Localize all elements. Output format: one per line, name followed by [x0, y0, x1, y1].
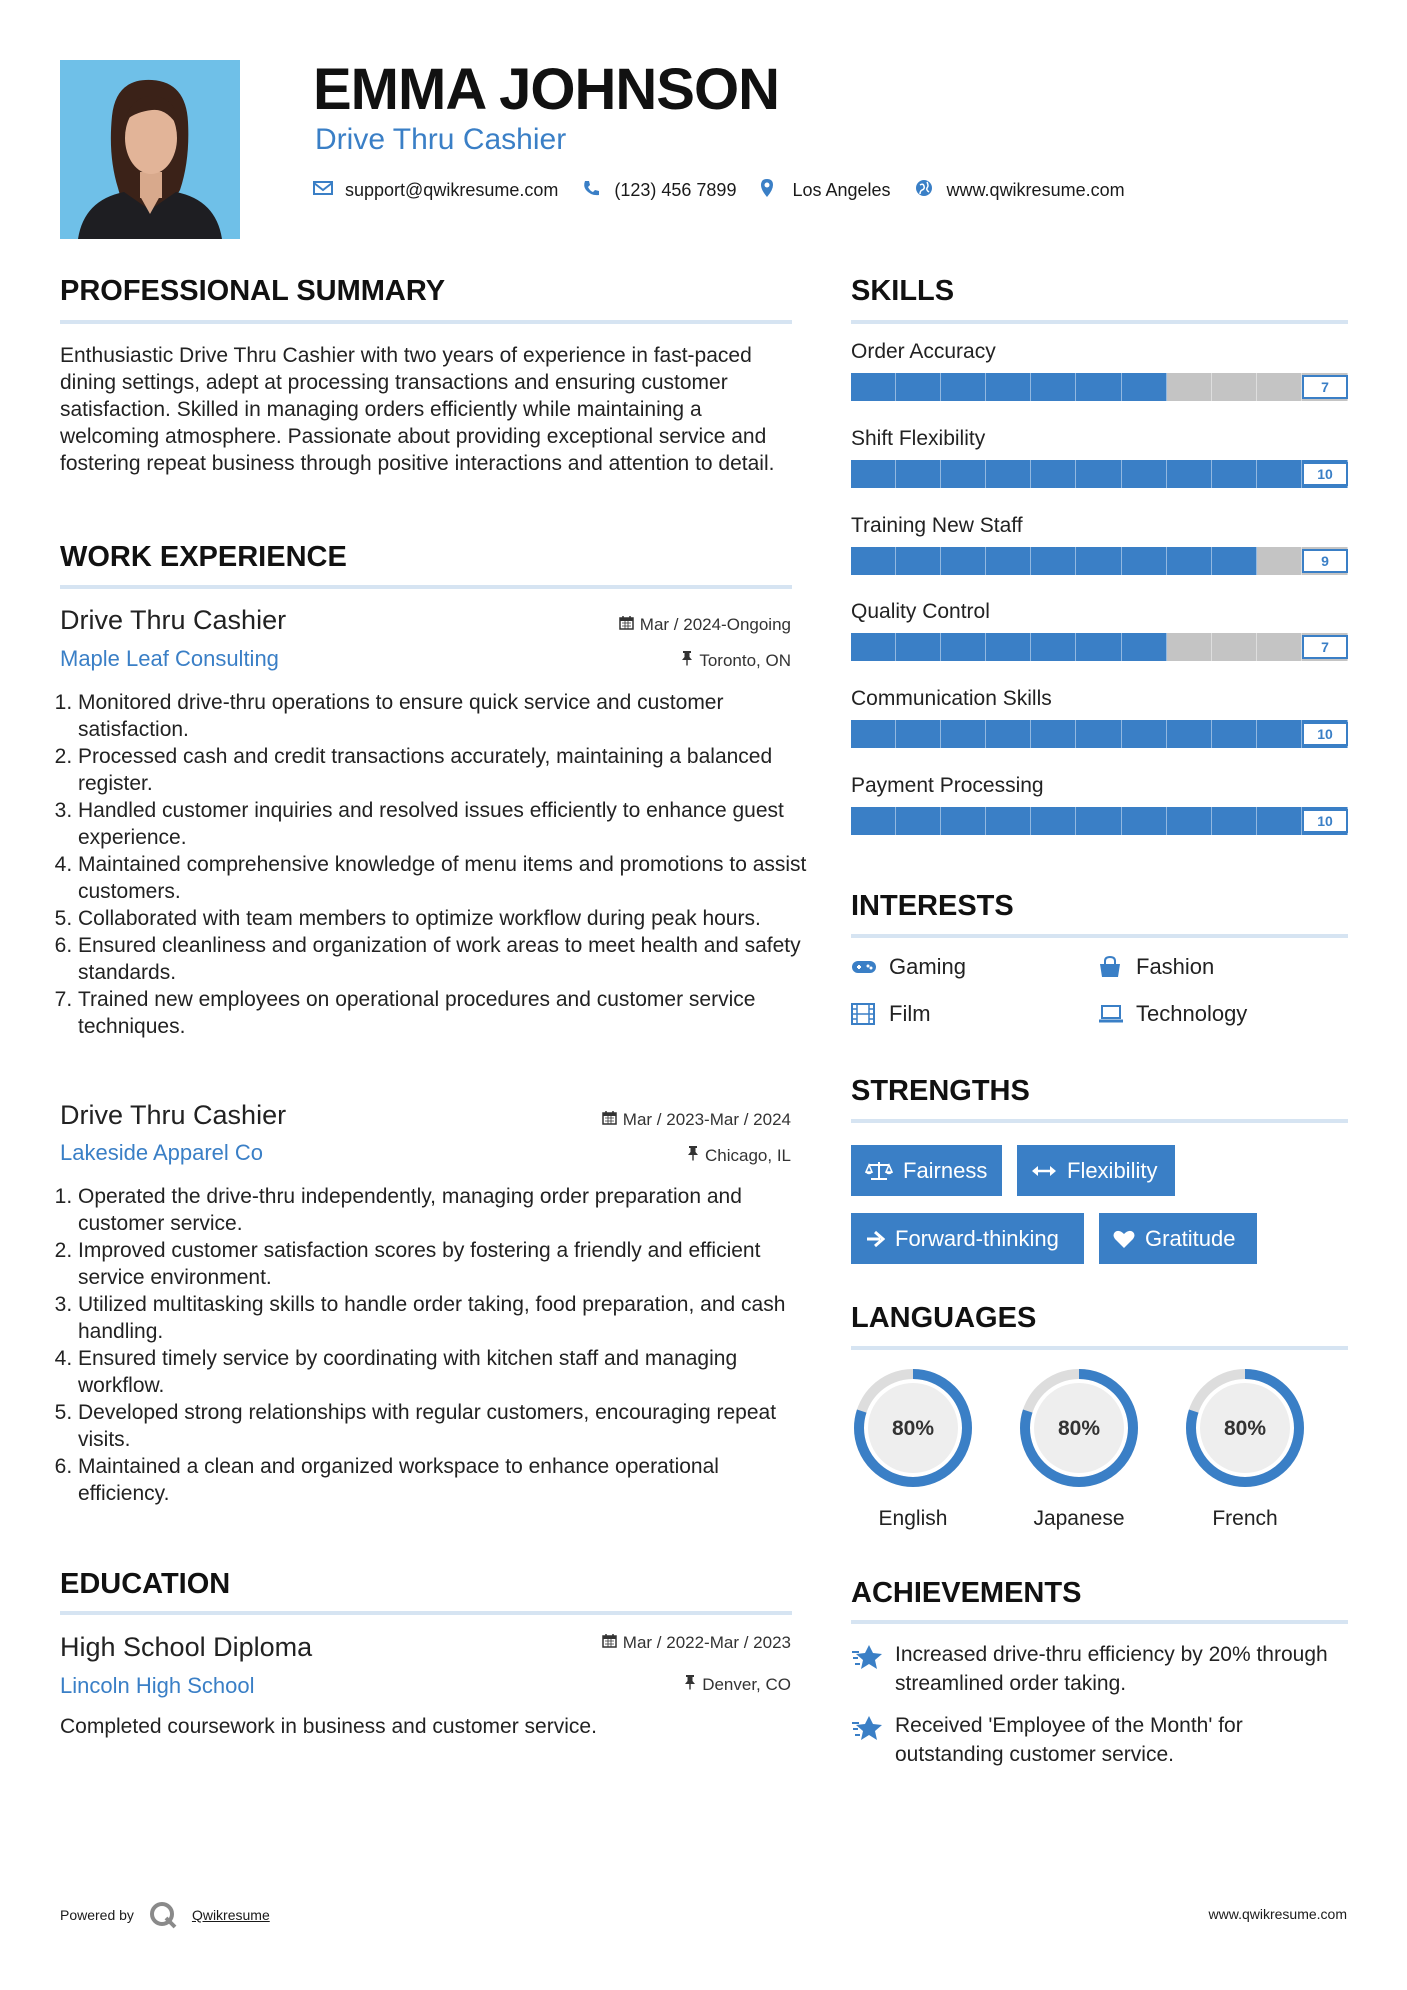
strength-tag-forward-thinking: [851, 1213, 1084, 1264]
language-progress-ring: [1017, 1366, 1141, 1490]
skill-bar-segment: [1076, 460, 1121, 488]
skill-bar-segment: [986, 373, 1031, 401]
skill-bar-segment: [1122, 460, 1167, 488]
balance-scale-icon: [865, 1160, 893, 1182]
skill-bar-segment: [896, 807, 941, 835]
skill-bar-segment: [851, 460, 896, 488]
strengths-heading: STRENGTHS: [851, 1075, 1030, 1107]
qwikresume-logo-icon: [148, 1900, 178, 1930]
job-title: Drive Thru Cashier: [60, 605, 287, 635]
skill-bar-segment: [986, 807, 1031, 835]
pushpin-icon: [681, 650, 693, 671]
candidate-name: EMMA JOHNSON: [313, 57, 779, 122]
skill-bar-segment: [1122, 547, 1167, 575]
pushpin-icon: [687, 1145, 699, 1166]
skill-level-badge: 9: [1302, 549, 1348, 573]
skill-bar-segment: [1257, 633, 1302, 661]
strength-label: Forward-thinking: [895, 1225, 1059, 1251]
skill-bar-segment: [851, 633, 896, 661]
job-dates: [619, 615, 791, 635]
language-percent: 80%: [1057, 1417, 1101, 1440]
skill-bar-segment: [896, 633, 941, 661]
education-dates: [602, 1633, 791, 1653]
footer-url[interactable]: www.qwikresume.com: [1208, 1906, 1347, 1922]
job-dates: [602, 1110, 791, 1130]
job-bullet: 5. Developed strong relationships with regular customers, encouraging repeat visits.: [78, 1399, 810, 1453]
skill-bar-segment: [1076, 373, 1121, 401]
job-dates-text: Mar / 2024-Ongoing: [639, 615, 791, 634]
skill-bar-segment: [1122, 633, 1167, 661]
skill-row: [851, 427, 1348, 488]
job-location-text: Chicago, IL: [705, 1146, 791, 1165]
education-heading: EDUCATION: [60, 1568, 231, 1600]
skill-bar-segment: [896, 547, 941, 575]
achievement-item: [851, 1640, 1348, 1698]
globe-icon: [915, 179, 937, 202]
skill-level-badge: 7: [1302, 375, 1348, 399]
skill-bar-segment: [1031, 547, 1076, 575]
achievement-text: Received 'Employee of the Month' for outstanding customer service.: [895, 1714, 1243, 1766]
contact-location: Los Angeles: [792, 179, 891, 200]
language-name: English: [878, 1507, 948, 1530]
skill-row: [851, 340, 1348, 401]
skill-label: Order Accuracy: [851, 340, 996, 363]
skill-bar-segment: [941, 460, 986, 488]
language-percent: 80%: [1223, 1417, 1267, 1440]
achievement-text: Increased drive-thru efficiency by 20% through streamlined order taking.: [895, 1643, 1328, 1695]
job-bullet: 2. Improved customer satisfaction scores by fostering a friendly and efficient service environment.: [78, 1237, 810, 1291]
job-dates-text: Mar / 2023-Mar / 2024: [622, 1110, 791, 1129]
language-item: [851, 1366, 975, 1531]
skill-bar: [851, 373, 1348, 401]
job-bullet: 6. Maintained a clean and organized workspace to enhance operational efficiency.: [78, 1453, 810, 1507]
language-item: [1183, 1366, 1307, 1531]
summary-text: Enthusiastic Drive Thru Cashier with two years of experience in fast-paced dining settings, adept at processing transactions and ensuring customer satisfaction. Skilled in managing orders efficiently while maintaining a welcoming atmosphere. Passionate about providing exceptional service and fostering repeat business through positive interactions and attention to detail.: [60, 344, 775, 475]
skill-bar-segment: [896, 460, 941, 488]
skill-bar-segment: [851, 373, 896, 401]
education-divider: [60, 1611, 792, 1615]
strength-tag-fairness: [851, 1145, 1002, 1196]
qwikresume-link[interactable]: Qwikresume: [191, 1907, 270, 1923]
interests-divider: [851, 934, 1348, 938]
job-bullet: 1. Operated the drive-thru independently, managing order preparation and customer service.: [78, 1183, 810, 1237]
skill-label: Shift Flexibility: [851, 426, 986, 450]
contact-email[interactable]: support@qwikresume.com: [345, 179, 559, 200]
candidate-role: Drive Thru Cashier: [315, 123, 567, 156]
education-degree: High School Diploma: [60, 1632, 313, 1662]
arrows-horizontal-icon: [1031, 1164, 1057, 1178]
language-progress-ring: [1183, 1366, 1307, 1490]
skill-bar-segment: [941, 373, 986, 401]
job-bullet: 5. Collaborated with team members to optimize workflow during peak hours.: [78, 905, 810, 932]
skill-bar-segment: [1122, 807, 1167, 835]
skill-row: [851, 514, 1348, 575]
skill-bar-segment: [1167, 807, 1212, 835]
skill-bar: [851, 720, 1348, 748]
skill-bar-segment: [1257, 460, 1302, 488]
language-item: [1017, 1366, 1141, 1531]
job-bullets: [60, 689, 810, 1040]
skill-bar-segment: [986, 633, 1031, 661]
envelope-icon: [313, 180, 335, 201]
footer-powered-by: [60, 1900, 270, 1930]
interest-label: Film: [889, 1001, 931, 1026]
job-bullet: 4. Maintained comprehensive knowledge of menu items and promotions to assist customers.: [78, 851, 810, 905]
job-bullet: 7. Trained new employees on operational procedures and customer service techniques.: [78, 986, 810, 1040]
strength-tag-flexibility: [1017, 1145, 1175, 1196]
strength-tag-gratitude: [1099, 1213, 1257, 1264]
contact-website[interactable]: www.qwikresume.com: [946, 179, 1125, 200]
education-location: [684, 1674, 791, 1695]
profile-photo: [60, 60, 240, 239]
summary-heading: PROFESSIONAL SUMMARY: [60, 275, 446, 307]
job-bullet: 6. Ensured cleanliness and organization of work areas to meet health and safety standards.: [78, 932, 810, 986]
job-location: [687, 1145, 791, 1166]
skill-level-badge: 10: [1302, 809, 1348, 833]
interest-gaming: [851, 954, 966, 980]
interest-label: Gaming: [889, 954, 967, 979]
summary-divider: [60, 320, 792, 324]
skill-bar-segment: [986, 547, 1031, 575]
skill-label: Payment Processing: [851, 774, 1044, 797]
skill-row: [851, 774, 1348, 835]
experience-divider: [60, 585, 792, 589]
skill-bar-segment: [1212, 460, 1257, 488]
skill-label: Quality Control: [851, 600, 990, 624]
calendar-icon: [602, 1633, 617, 1653]
job-title: Drive Thru Cashier: [60, 1100, 287, 1130]
job-bullet: 1. Monitored drive-thru operations to ensure quick service and customer satisfaction.: [78, 689, 810, 743]
skill-bar-segment: [1212, 373, 1257, 401]
skill-bar-segment: [941, 807, 986, 835]
skill-bar-segment: [1212, 547, 1257, 575]
interest-fashion: [1098, 954, 1214, 980]
pushpin-icon: [684, 1674, 696, 1695]
skill-bar-segment: [1257, 720, 1302, 748]
skill-bar-segment: [851, 720, 896, 748]
star-badge-icon: [851, 1640, 895, 1698]
contact-row: [313, 177, 1149, 203]
calendar-icon: [602, 1110, 617, 1130]
strength-label: Flexibility: [1067, 1157, 1158, 1183]
skill-bar-segment: [1076, 807, 1121, 835]
languages-row: [851, 1366, 1348, 1531]
interest-film: [851, 1001, 931, 1027]
language-name: French: [1212, 1507, 1278, 1530]
language-name: Japanese: [1033, 1507, 1125, 1530]
star-badge-icon: [851, 1711, 895, 1769]
experience-heading: WORK EXPERIENCE: [60, 541, 347, 573]
skill-level-badge: 10: [1302, 462, 1348, 486]
skills-divider: [851, 320, 1348, 324]
skill-bar-segment: [851, 547, 896, 575]
skill-bar-segment: [986, 720, 1031, 748]
film-icon: [851, 1003, 879, 1025]
achievements-divider: [851, 1620, 1348, 1624]
arrow-right-icon: [865, 1230, 885, 1248]
skill-bar-segment: [1076, 547, 1121, 575]
skill-row: [851, 600, 1348, 661]
strength-label: Gratitude: [1145, 1225, 1236, 1251]
achievement-item: [851, 1711, 1348, 1769]
job-bullet: 4. Ensured timely service by coordinating with kitchen staff and managing workflow.: [78, 1345, 810, 1399]
skill-bar-segment: [941, 633, 986, 661]
job-bullet: 2. Processed cash and credit transactions accurately, maintaining a balanced register.: [78, 743, 810, 797]
skill-level-badge: 10: [1302, 722, 1348, 746]
interests-heading: INTERESTS: [851, 890, 1014, 922]
language-percent: 80%: [891, 1417, 935, 1440]
skill-bar-segment: [1212, 720, 1257, 748]
job-bullet: 3. Handled customer inquiries and resolved issues efficiently to enhance guest experience.: [78, 797, 810, 851]
skill-bar-segment: [941, 547, 986, 575]
skill-bar-segment: [1212, 633, 1257, 661]
heart-icon: [1113, 1229, 1135, 1249]
skill-bar-segment: [1031, 373, 1076, 401]
languages-heading: LANGUAGES: [851, 1302, 1037, 1334]
skill-bar-segment: [851, 807, 896, 835]
language-progress-ring: [851, 1366, 975, 1490]
achievements-heading: ACHIEVEMENTS: [851, 1577, 1082, 1609]
skill-bar-segment: [1257, 547, 1302, 575]
education-school: Lincoln High School: [60, 1673, 255, 1698]
phone-icon: [582, 179, 604, 202]
skill-label: Training New Staff: [851, 513, 1023, 537]
skill-bar-segment: [1257, 373, 1302, 401]
powered-by-label: Powered by: [60, 1907, 134, 1923]
contact-phone[interactable]: (123) 456 7899: [614, 179, 737, 200]
interest-label: Technology: [1136, 1001, 1248, 1026]
education-description: Completed coursework in business and customer service.: [60, 1715, 597, 1738]
skill-bar: [851, 807, 1348, 835]
strength-label: Fairness: [903, 1157, 988, 1183]
languages-divider: [851, 1346, 1348, 1350]
skill-bar-segment: [1167, 633, 1212, 661]
skill-bar-segment: [941, 720, 986, 748]
skill-bar: [851, 460, 1348, 488]
skill-level-badge: 7: [1302, 635, 1348, 659]
strengths-divider: [851, 1119, 1348, 1123]
calendar-icon: [619, 615, 634, 635]
skill-bar-segment: [1076, 633, 1121, 661]
education-dates-text: Mar / 2022-Mar / 2023: [622, 1633, 791, 1652]
skill-bar: [851, 633, 1348, 661]
skill-bar-segment: [1122, 373, 1167, 401]
skill-bar-segment: [1031, 807, 1076, 835]
skill-bar-segment: [1031, 460, 1076, 488]
job-location-text: Toronto, ON: [699, 651, 791, 670]
skill-bar-segment: [1212, 807, 1257, 835]
education-location-text: Denver, CO: [702, 1675, 791, 1694]
skill-bar-segment: [896, 373, 941, 401]
skills-heading: SKILLS: [851, 275, 955, 307]
job-company: Lakeside Apparel Co: [60, 1140, 264, 1165]
skill-bar-segment: [986, 460, 1031, 488]
interest-technology: [1098, 1001, 1247, 1027]
skill-row: [851, 687, 1348, 748]
shopping-bag-icon: [1098, 956, 1126, 978]
laptop-icon: [1098, 1004, 1126, 1024]
job-location: [681, 650, 791, 671]
gamepad-icon: [851, 958, 879, 976]
skill-bar-segment: [1167, 547, 1212, 575]
skill-bar-segment: [1031, 633, 1076, 661]
skill-bar-segment: [1167, 720, 1212, 748]
skill-bar-segment: [896, 720, 941, 748]
interest-label: Fashion: [1136, 954, 1215, 979]
skill-bar-segment: [1167, 373, 1212, 401]
skill-bar: [851, 547, 1348, 575]
skill-label: Communication Skills: [851, 687, 1052, 711]
skill-bar-segment: [1167, 460, 1212, 488]
job-bullets: [60, 1183, 810, 1507]
skill-bar-segment: [1031, 720, 1076, 748]
skill-bar-segment: [1076, 720, 1121, 748]
map-marker-icon: [760, 178, 782, 203]
job-company: Maple Leaf Consulting: [60, 646, 279, 671]
skill-bar-segment: [1122, 720, 1167, 748]
skill-bar-segment: [1257, 807, 1302, 835]
job-bullet: 3. Utilized multitasking skills to handle order taking, food preparation, and cash handling.: [78, 1291, 810, 1345]
